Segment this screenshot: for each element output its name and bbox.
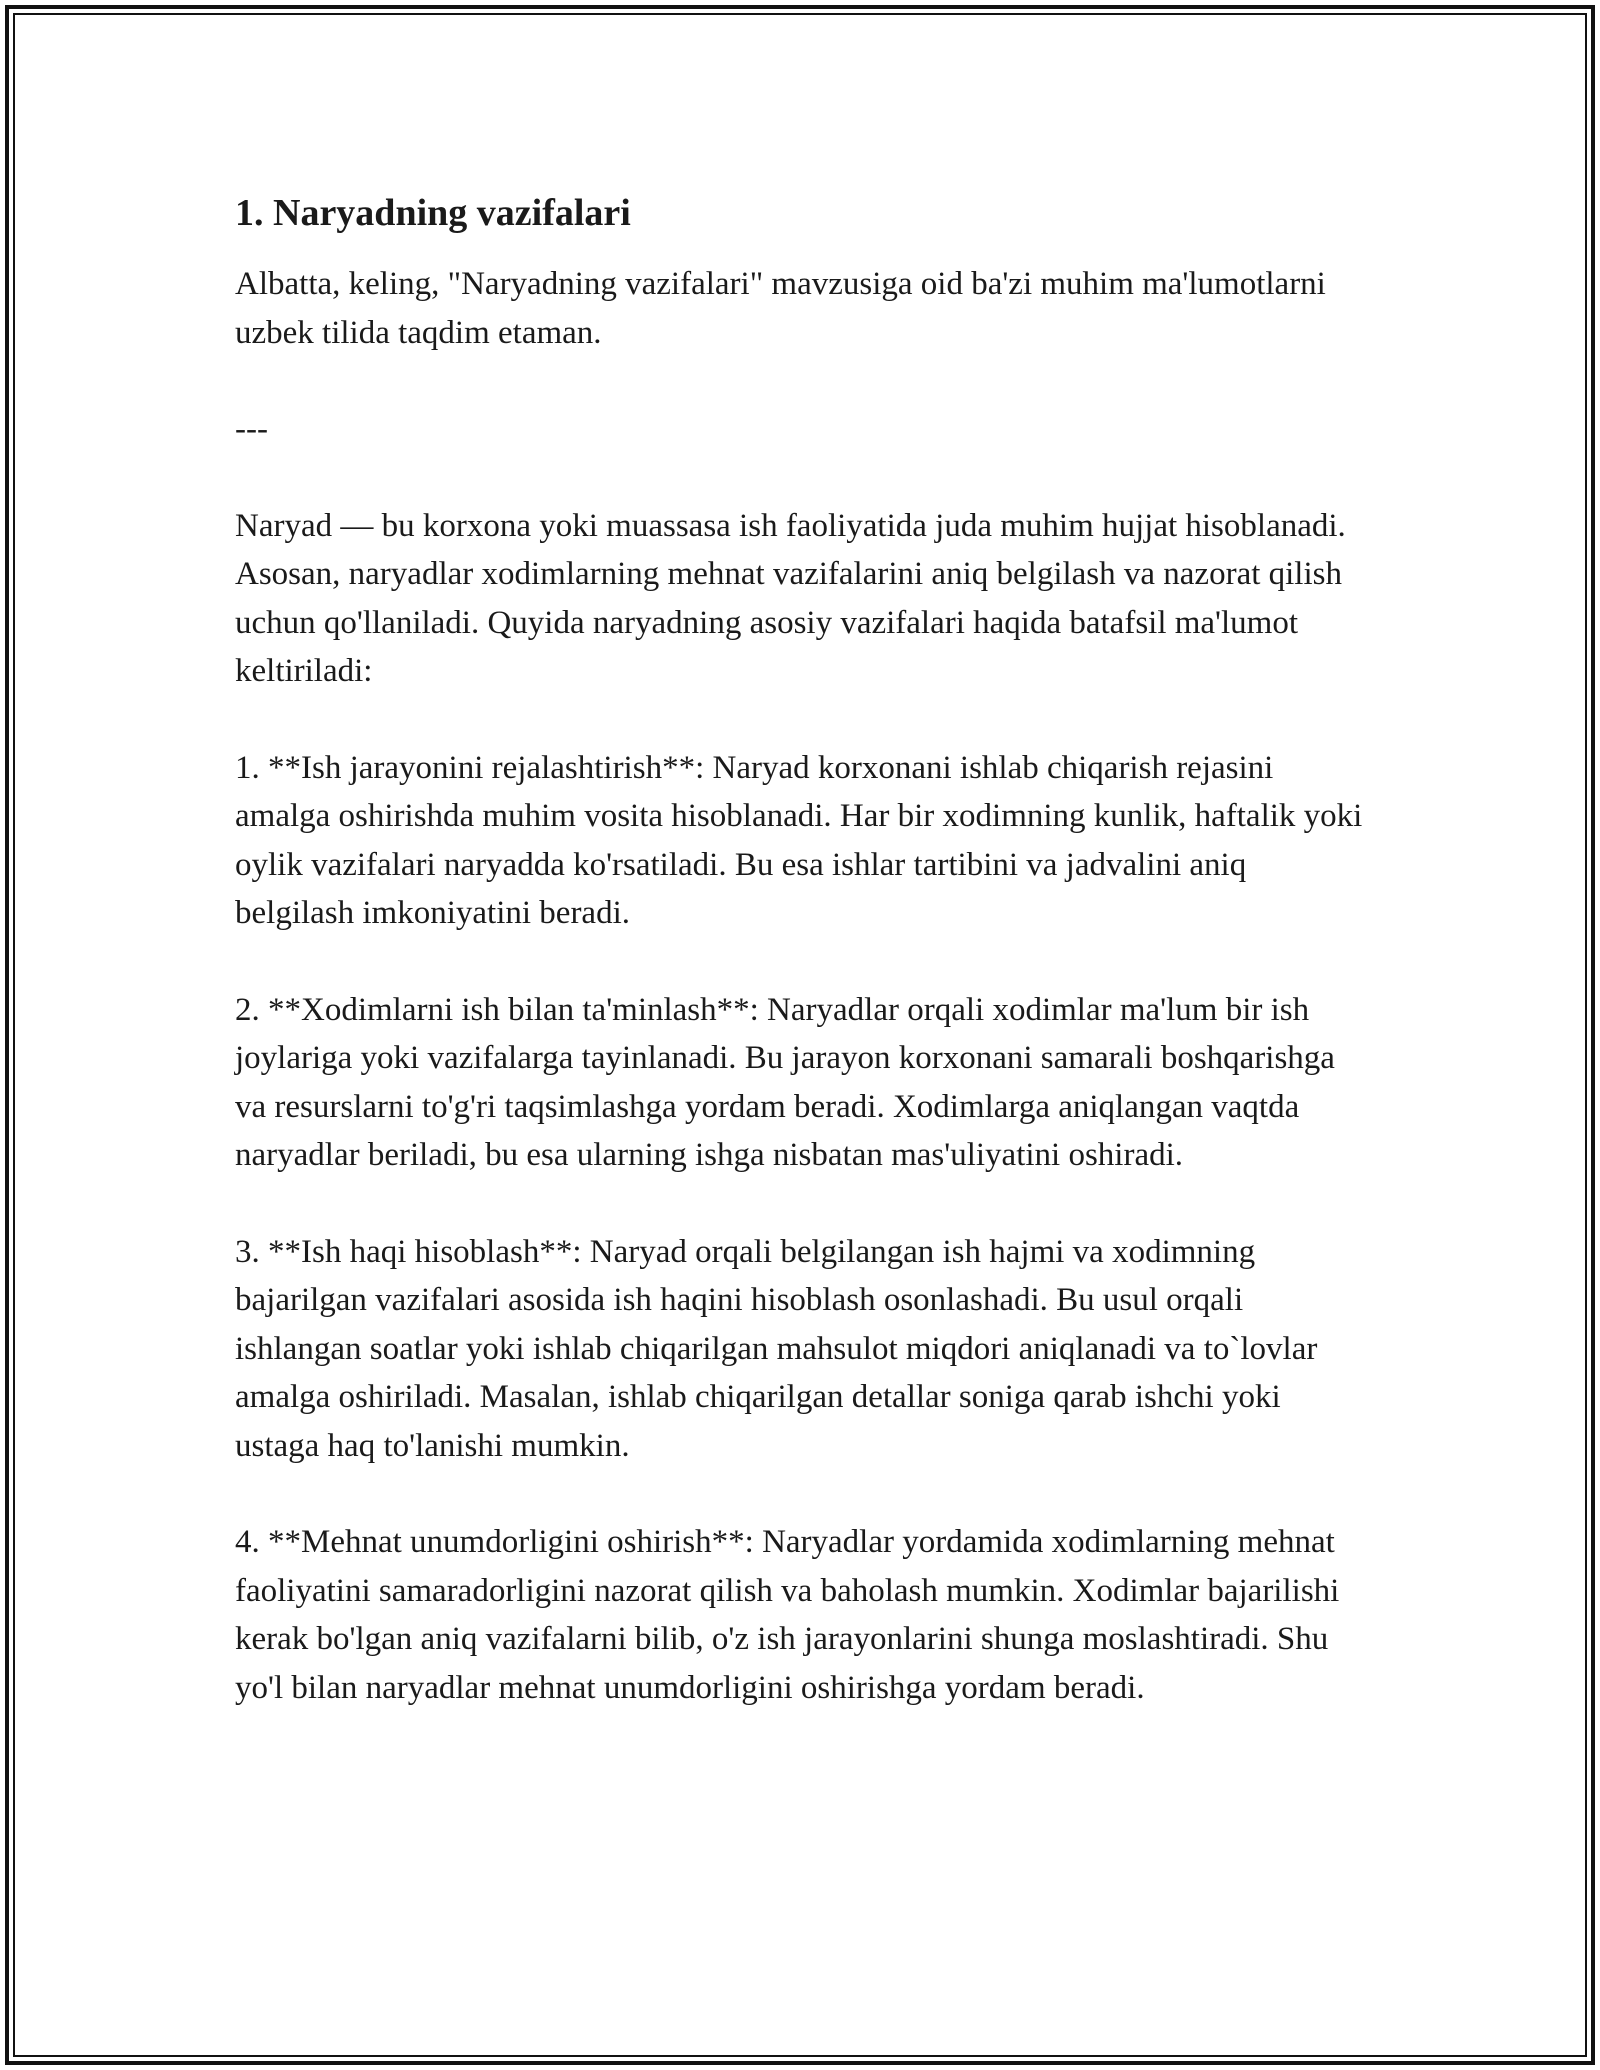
intro-paragraph: Albatta, keling, "Naryadning vazifalari" mavzusiga oid ba'zi muhim ma'lumotlarni uzbek tilida taqdim etaman. — [235, 266, 1326, 351]
paragraph-item-1: 1. **Ish jarayonini rejalashtirish**: Naryad korxonani ishlab chiqarish rejasini amalga oshirishda muhim vosita hisoblanadi. Har bir xodimning kunlik, haftalik yoki oylik vazifalari naryadda ko'rsatiladi. Bu esa ishlar tartibini va jadvalini aniq belgilash imkoniyatini beradi. — [235, 749, 1363, 931]
paragraph-definition: Naryad — bu korxona yoki muassasa ish faoliyatida juda muhim hujjat hisoblanadi. Asosan, naryadlar xodimlarning mehnat vazifalarini aniq belgilash va nazorat qilish uchun qo'llaniladi. Quyida naryadning asosiy vazifalari haqida batafsil ma'lumot keltiriladi: — [235, 507, 1346, 689]
document-body — [235, 188, 1365, 1760]
paragraph-item-4: 4. **Mehnat unumdorligini oshirish**: Naryadlar yordamida xodimlarning mehnat faoliyatini samaradorligini nazorat qilish va baholash mumkin. Xodimlar bajarilishi kerak bo'lgan aniq vazifalarni bilib, o'z ish jarayonlarini shunga moslashtiradi. Shu yo'l bilan naryadlar mehnat unumdorligini oshirishga yordam beradi. — [235, 1524, 1340, 1706]
paragraph-item-2: 2. **Xodimlarni ish bilan ta'minlash**: Naryadlar orqali xodimlar ma'lum bir ish joylariga yoki vazifalarga tayinlanadi. Bu jarayon korxonani samarali boshqarishga va resurslarni to'g'ri taqsimlashga yordam beradi. Xodimlarga aniqlangan vaqtda naryadlar beriladi, bu esa ularning ishga nisbatan mas'uliyatini oshiradi. — [235, 991, 1335, 1173]
document-title: 1. Naryadning vazifalari — [235, 192, 631, 234]
paragraph-item-3: 3. **Ish haqi hisoblash**: Naryad orqali belgilangan ish hajmi va xodimning bajarilgan vazifalari asosida ish haqini hisoblash osonlashadi. Bu usul orqali ishlangan soatlar yoki ishlab chiqarilgan mahsulot miqdori aniqlanadi va to`lovlar amalga oshiriladi. Masalan, ishlab chiqarilgan detallar soniga qarab ishchi yoki ustaga haq to'lanishi mumkin. — [235, 1233, 1318, 1464]
separator-line: --- — [235, 411, 268, 447]
